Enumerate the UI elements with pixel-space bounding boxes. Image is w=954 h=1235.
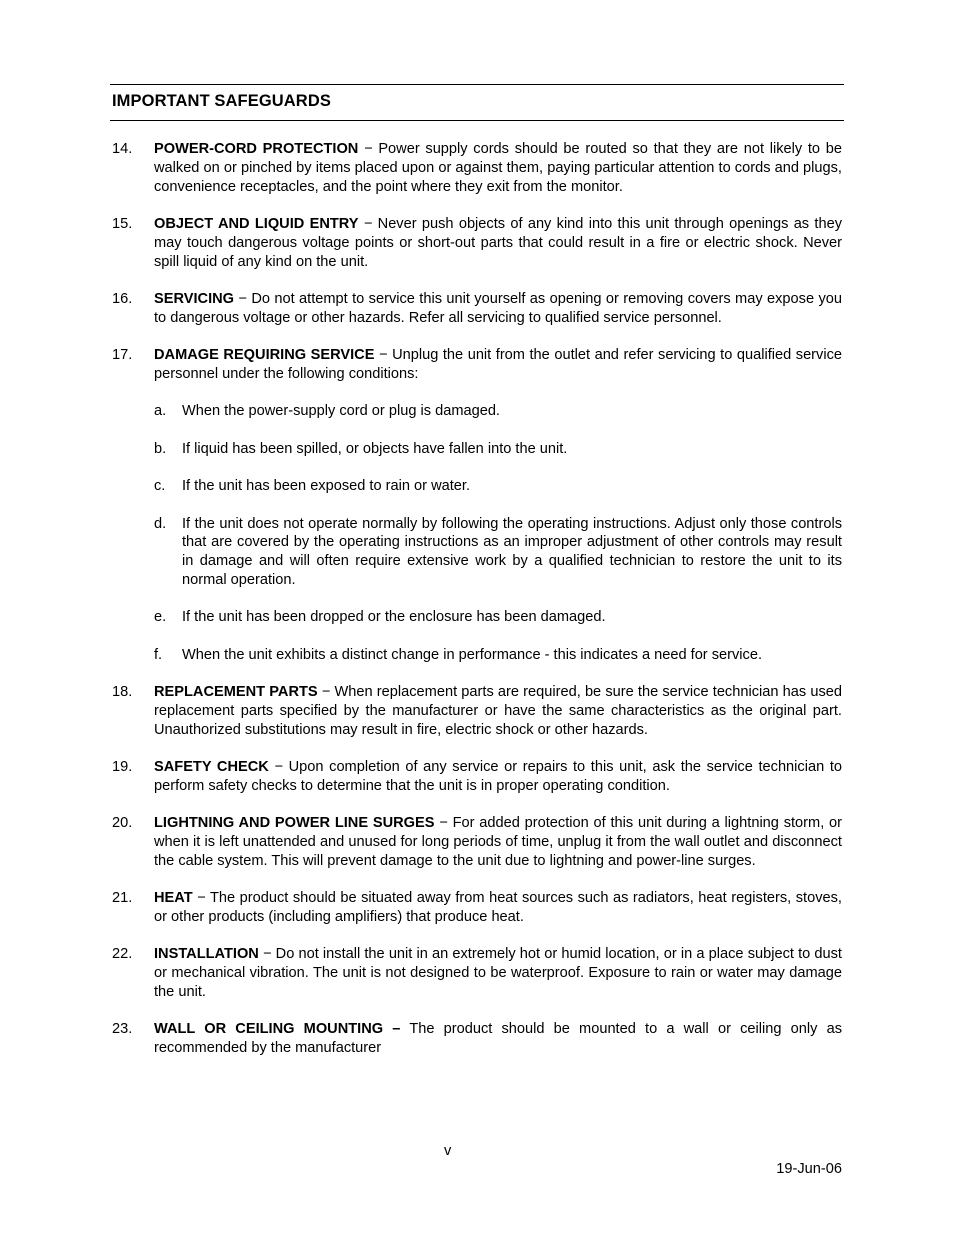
item-title: LIGHTNING AND POWER LINE SURGES — [154, 815, 435, 832]
item-separator: − — [434, 815, 453, 832]
item-separator: − — [192, 890, 210, 907]
item-number: 23. — [112, 1021, 133, 1038]
item-body — [154, 814, 842, 870]
item-body — [154, 889, 842, 927]
item-number: 18. — [112, 684, 133, 701]
item-separator: − — [317, 684, 335, 701]
item-text: Do not install the unit in an extremely hot or humid location, or in a place subject to dust or mechanical vibration. The unit is not designed to be waterproof. Exposure to rain or water may damage the unit. — [154, 946, 842, 1001]
item-separator: − — [358, 141, 379, 157]
item-number: 20. — [112, 815, 133, 832]
sub-item — [154, 402, 842, 421]
item-text: Upon completion of any service or repairs to this unit, ask the service technician to perform safety checks to determine that the unit is in proper operating condition. — [154, 759, 842, 794]
item-body — [154, 683, 842, 739]
sub-item-text: When the power-supply cord or plug is damaged. — [182, 403, 500, 420]
document-date: 19-Jun-06 — [776, 1161, 842, 1177]
sub-item-text: If the unit does not operate normally by following the operating instructions. Adjust only those controls that are covered by the operating instructions as an improper adjustment of other controls may result in damage and will often require extensive work by a qualified technician to restore the unit to its normal operation. — [182, 515, 842, 588]
sub-item-letter: a. — [154, 403, 167, 420]
item-text: For added protection of this unit during a lightning storm, or when it is left unattended and unused for long periods of time, unplug it from the wall outlet and disconnect the cable system. This will prevent damage to the unit due to lightning and power-line surges. — [154, 815, 843, 869]
sub-item-letter: c. — [154, 478, 166, 495]
item-title: REPLACEMENT PARTS — [154, 684, 318, 701]
item-text: The product should be situated away from heat sources such as radiators, heat registers, stoves, or other products (including amplifiers) that produce heat. — [154, 890, 842, 926]
item-number: 19. — [112, 759, 133, 776]
sub-item-text: If liquid has been spilled, or objects have fallen into the unit. — [182, 440, 568, 457]
sub-item — [154, 477, 842, 496]
sub-item-text: When the unit exhibits a distinct change in performance - this indicates a need for service. — [182, 646, 763, 663]
safeguard-item — [112, 683, 842, 739]
item-separator: − — [268, 759, 289, 776]
sub-item-letter: f. — [154, 646, 163, 663]
safeguard-item — [112, 346, 842, 664]
safeguard-item — [112, 215, 842, 271]
item-number: 22. — [112, 946, 133, 963]
item-text: Unplug the unit from the outlet and refer servicing to qualified service personnel under the following conditions: — [154, 347, 842, 382]
sub-item-text: If the unit has been dropped or the enclosure has been damaged. — [182, 609, 606, 626]
safeguard-item — [112, 1020, 842, 1058]
sub-item-text: If the unit has been exposed to rain or water. — [182, 478, 471, 495]
sub-item — [154, 646, 842, 665]
sub-item — [154, 440, 842, 459]
item-separator: − — [234, 290, 252, 307]
item-text: Power supply cords should be routed so that they are not likely to be walked on or pinched by items placed upon or against them, paying particular attention to cords and plugs, convenience receptacles, and the point where they exit from the monitor. — [154, 141, 842, 195]
item-body — [154, 140, 842, 196]
item-separator — [400, 1021, 409, 1037]
item-separator: − — [258, 946, 276, 963]
item-title: INSTALLATION — [154, 946, 259, 963]
section-heading: IMPORTANT SAFEGUARDS — [112, 92, 331, 110]
item-number: 17. — [112, 347, 133, 364]
page-number: v — [444, 1143, 452, 1159]
item-number: 14. — [112, 141, 133, 157]
safeguard-item — [112, 814, 842, 870]
item-text: Do not attempt to service this unit yourself as opening or removing covers may expose you to dangerous voltage or other hazards. Refer all servicing to qualified service personnel. — [154, 290, 842, 326]
safeguard-item — [112, 140, 842, 196]
item-number: 15. — [112, 215, 133, 232]
item-body — [154, 945, 842, 1001]
item-title: HEAT — [154, 890, 193, 907]
item-body — [154, 1020, 842, 1058]
item-body — [154, 758, 842, 796]
header-rule-top — [110, 84, 844, 85]
item-separator: − — [358, 215, 378, 232]
safeguard-item — [112, 889, 842, 927]
header-rule-bottom — [110, 120, 844, 121]
item-text: When replacement parts are required, be sure the service technician has used replacement parts specified by the manufacturer or have the same characteristics as the original part. Unauthorized substitutions may result in fire, electric shock or other hazards. — [154, 684, 842, 738]
item-number: 16. — [112, 290, 133, 307]
item-title: SAFETY CHECK — [154, 759, 269, 776]
sub-item-letter: b. — [154, 440, 167, 457]
sub-item — [154, 608, 842, 627]
item-title: WALL OR CEILING MOUNTING – — [154, 1021, 401, 1038]
sub-item-letter: d. — [154, 515, 167, 532]
item-text: The product should be mounted to a wall or ceiling only as recommended by the manufacturer — [154, 1021, 842, 1057]
item-number: 21. — [112, 890, 133, 907]
safeguard-item — [112, 290, 842, 328]
safeguard-item — [112, 758, 842, 796]
item-text: Never push objects of any kind into this unit through openings as they may touch dangerous voltage points or short-out parts that could result in a fire or electric shock. Never spill liquid of any kind on the unit. — [154, 215, 842, 270]
item-title: POWER-CORD PROTECTION — [154, 141, 359, 157]
item-title: OBJECT AND LIQUID ENTRY — [154, 215, 359, 232]
item-body — [154, 290, 842, 328]
item-title: SERVICING — [154, 290, 235, 307]
item-separator: − — [374, 347, 393, 364]
item-title: DAMAGE REQUIRING SERVICE — [154, 347, 375, 364]
item-body — [154, 215, 842, 271]
item-body — [154, 346, 842, 384]
sub-item — [154, 515, 842, 590]
sub-item-letter: e. — [154, 609, 167, 626]
safeguard-item — [112, 945, 842, 1001]
safeguard-list — [112, 140, 842, 1077]
